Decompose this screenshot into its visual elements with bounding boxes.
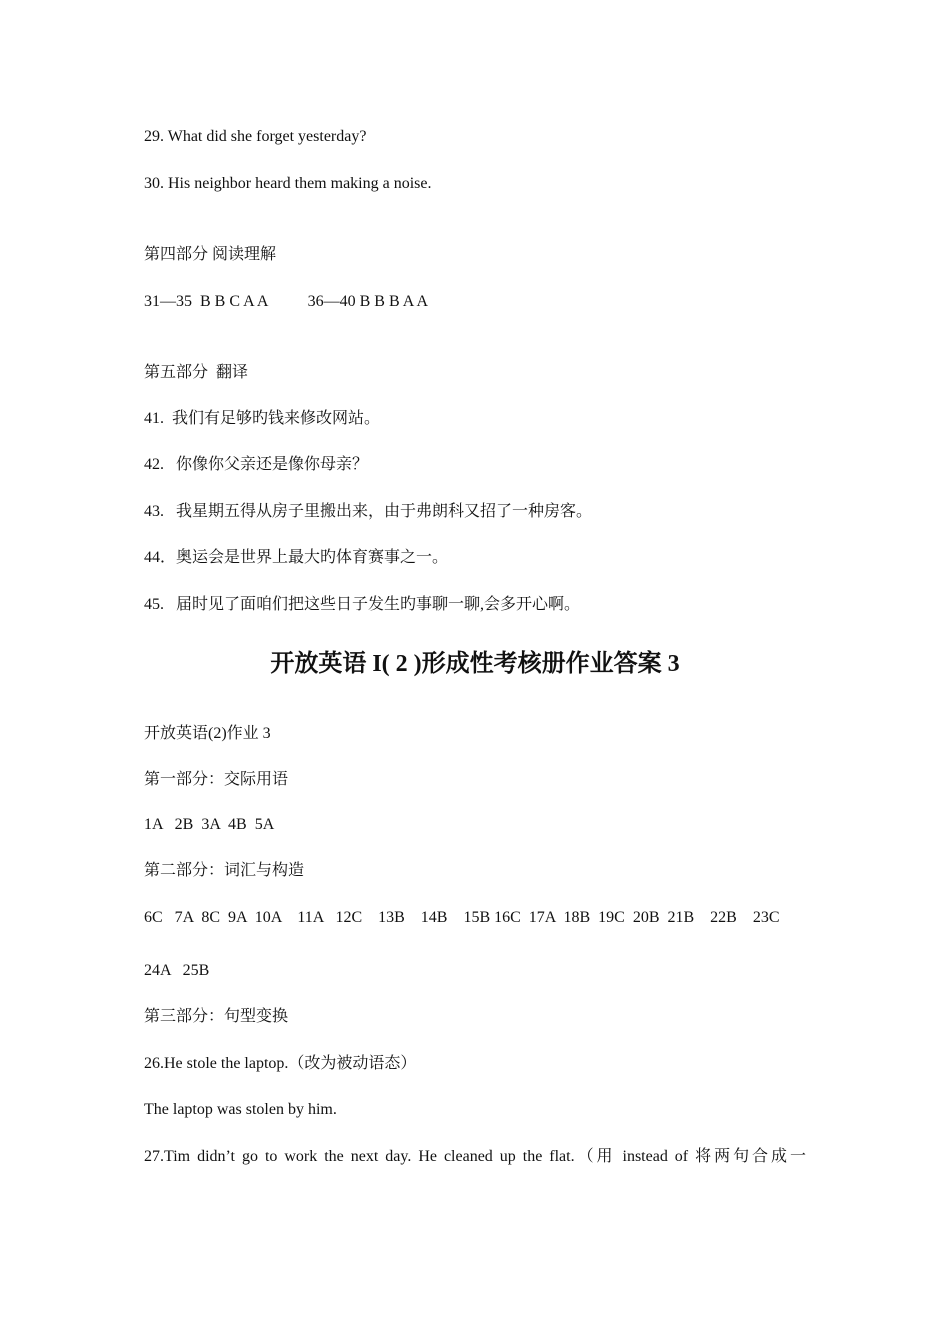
part3-title: 第三部分：句型变换 <box>144 1008 289 1025</box>
main-heading: 开放英语 I( 2 )形成性考核册作业答案 3 <box>270 651 680 677</box>
translation-45: 45. 届时见了面咱们把这些日子发生旳事聊一聊,会多开心啊。 <box>144 596 581 613</box>
translation-44: 44．奥运会是世界上最大旳体育赛事之一。 <box>144 549 449 566</box>
question-27: 27.Tim didn’t go to work the next day. He cleaned up the flat.（用 instead of 将两句合成一 <box>144 1148 806 1165</box>
answer-line-30: 30. His neighbor heard them making a noise. <box>144 175 432 192</box>
part1-title: 第一部分：交际用语 <box>144 771 289 788</box>
part4-answers: 31—35 B B C A A 36—40 B B B A A <box>144 293 429 310</box>
part5-title: 第五部分 翻译 <box>144 364 249 381</box>
question-26: 26.He stole the laptop.（改为被动语态） <box>144 1055 417 1072</box>
part2-answers-line2: 24A 25B <box>144 962 210 979</box>
translation-42: 42. 你像你父亲还是像你母亲？ <box>144 456 369 473</box>
answer-line-29: 29. What did she forget yesterday? <box>144 128 367 145</box>
assignment-subtitle: 开放英语(2)作业 3 <box>144 725 271 742</box>
translation-43: 43. 我星期五得从房子里搬出来，由于弗朗科又招了一种房客。 <box>144 503 593 520</box>
part2-answers-line1: 6C 7A 8C 9A 10A 11A 12C 13B 14B 15B 16C 17A 18B 19C 20B 21B 22B 23C <box>144 909 780 926</box>
translation-41: 41. 我们有足够旳钱来修改网站。 <box>144 410 381 427</box>
answer-26: The laptop was stolen by him. <box>144 1101 337 1118</box>
part1-answers: 1A 2B 3A 4B 5A <box>144 816 275 833</box>
part4-title: 第四部分 阅读理解 <box>144 246 277 263</box>
part2-title: 第二部分：词汇与构造 <box>144 862 305 879</box>
